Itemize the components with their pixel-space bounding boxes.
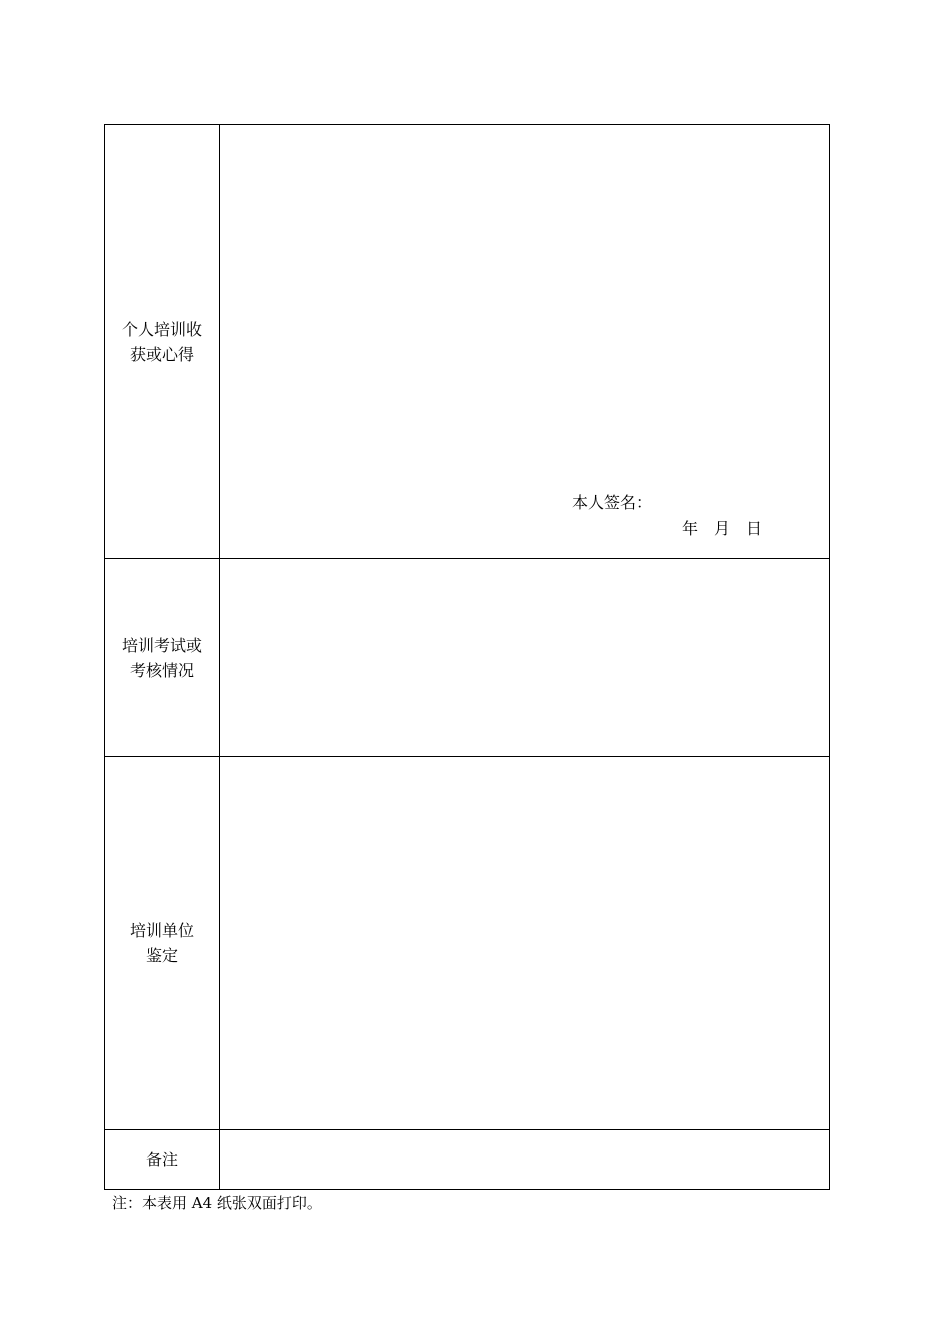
date-month: 月 xyxy=(714,519,731,538)
label-cell-remarks xyxy=(105,1130,220,1189)
label-line: 培训单位 xyxy=(129,921,194,940)
label-line: 考核情况 xyxy=(129,660,194,680)
row-unit-appraisal xyxy=(105,757,829,1130)
label-cell-exam-assessment xyxy=(105,559,220,756)
label-line: 获或心得 xyxy=(129,344,194,364)
row-exam-assessment xyxy=(105,559,829,757)
label-cell-training-gains xyxy=(105,125,220,558)
row-remarks xyxy=(105,1130,829,1189)
footnote: 注：本表用 A4 纸张双面打印。 xyxy=(112,1194,322,1212)
label-line: 个人培训收 xyxy=(121,319,202,339)
training-form-table xyxy=(104,124,830,1190)
content-cell-training-gains[interactable] xyxy=(220,125,829,558)
date-line xyxy=(682,516,762,539)
label-line: 培训考试或 xyxy=(121,635,202,655)
content-cell-exam-assessment[interactable] xyxy=(220,559,829,756)
signature-label: 本人签名： xyxy=(572,493,653,512)
content-cell-unit-appraisal[interactable] xyxy=(220,757,829,1129)
label-line: 备注 xyxy=(145,1150,178,1169)
row-training-gains xyxy=(105,125,829,559)
date-year: 年 xyxy=(682,519,699,538)
date-day: 日 xyxy=(746,519,763,538)
content-cell-remarks[interactable] xyxy=(220,1130,829,1189)
label-line: 鉴定 xyxy=(145,946,178,965)
label-cell-unit-appraisal xyxy=(105,757,220,1129)
